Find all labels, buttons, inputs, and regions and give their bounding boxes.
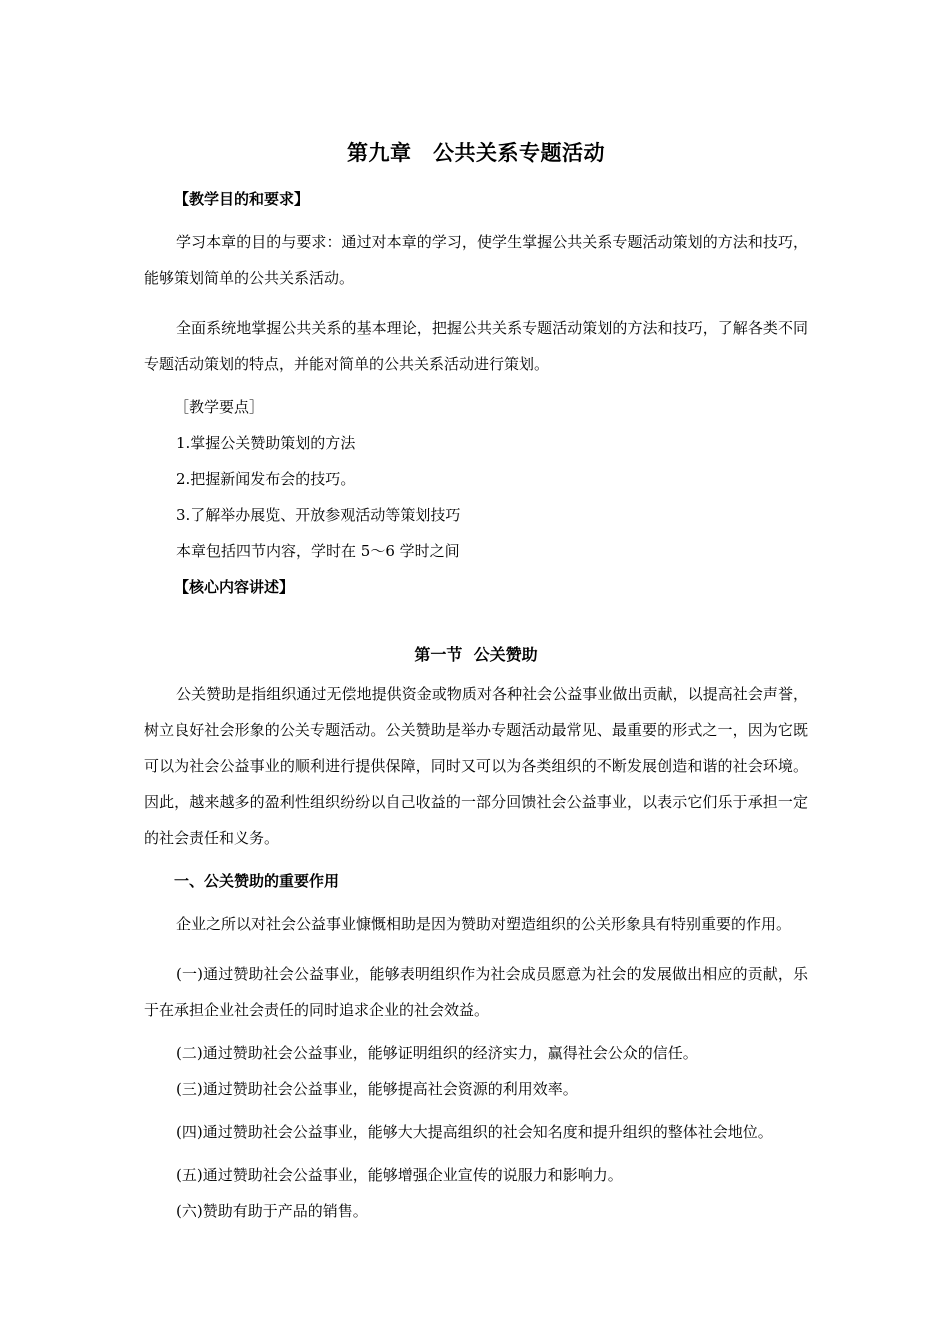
document-page xyxy=(144,130,808,1236)
role-item-1: (一)通过赞助社会公益事业，能够表明组织作为社会成员愿意为社会的发展做出相应的贡献，乐于在承担企业社会责任的同时追求企业的社会效益。 xyxy=(144,965,808,1019)
subsection-intro-paragraph: 企业之所以对社会公益事业慷慨相助是因为赞助对塑造组织的公关形象具有特别重要的作用。 xyxy=(176,915,792,933)
teaching-goal-paragraph-2: 全面系统地掌握公共关系的基本理论，把握公共关系专题活动策划的方法和技巧，了解各类不同专题活动策划的特点，并能对简单的公共关系活动进行策划。 xyxy=(144,319,808,373)
teaching-point-3: 3.了解举办展览、开放参观活动等策划技巧 xyxy=(176,506,461,524)
teaching-points-heading: ［教学要点］ xyxy=(174,398,265,416)
section-intro-paragraph: 公关赞助是指组织通过无偿地提供资金或物质对各种社会公益事业做出贡献，以提高社会声誉，树立良好社会形象的公关专题活动。公关赞助是举办专题活动最常见、最重要的形式之一，因为它既可以为社会公益事业的顺利进行提供保障，同时又可以为各类组织的不断发展创造和谐的社会环境。因此，越来越多的盈利性组织纷纷以自己收益的一部分回馈社会公益事业，以表示它们乐于承担一定的社会责任和义务。 xyxy=(144,685,808,847)
teaching-goal-heading: 【教学目的和要求】 xyxy=(174,190,310,208)
chapter-title: 第九章 公共关系专题活动 xyxy=(347,140,605,165)
role-item-6: (六)赞助有助于产品的销售。 xyxy=(176,1202,368,1220)
chapter-hours-note: 本章包括四节内容，学时在 5～6 学时之间 xyxy=(176,542,460,560)
subsection-heading: 一、公关赞助的重要作用 xyxy=(174,872,340,890)
teaching-point-2: 2.把握新闻发布会的技巧。 xyxy=(176,470,356,488)
role-item-5: (五)通过赞助社会公益事业，能够增强企业宣传的说服力和影响力。 xyxy=(176,1166,623,1184)
role-item-2: (二)通过赞助社会公益事业，能够证明组织的经济实力，赢得社会公众的信任。 xyxy=(176,1044,698,1062)
section-title: 第一节 公关赞助 xyxy=(414,645,538,664)
role-item-4: (四)通过赞助社会公益事业，能够大大提高组织的社会知名度和提升组织的整体社会地位。 xyxy=(176,1123,773,1141)
teaching-point-1: 1.掌握公关赞助策划的方法 xyxy=(176,434,356,452)
role-item-3: (三)通过赞助社会公益事业，能够提高社会资源的利用效率。 xyxy=(176,1080,578,1098)
core-content-heading: 【核心内容讲述】 xyxy=(174,578,295,596)
teaching-goal-paragraph-1: 学习本章的目的与要求：通过对本章的学习，使学生掌握公共关系专题活动策划的方法和技巧，能够策划简单的公共关系活动。 xyxy=(144,233,808,287)
